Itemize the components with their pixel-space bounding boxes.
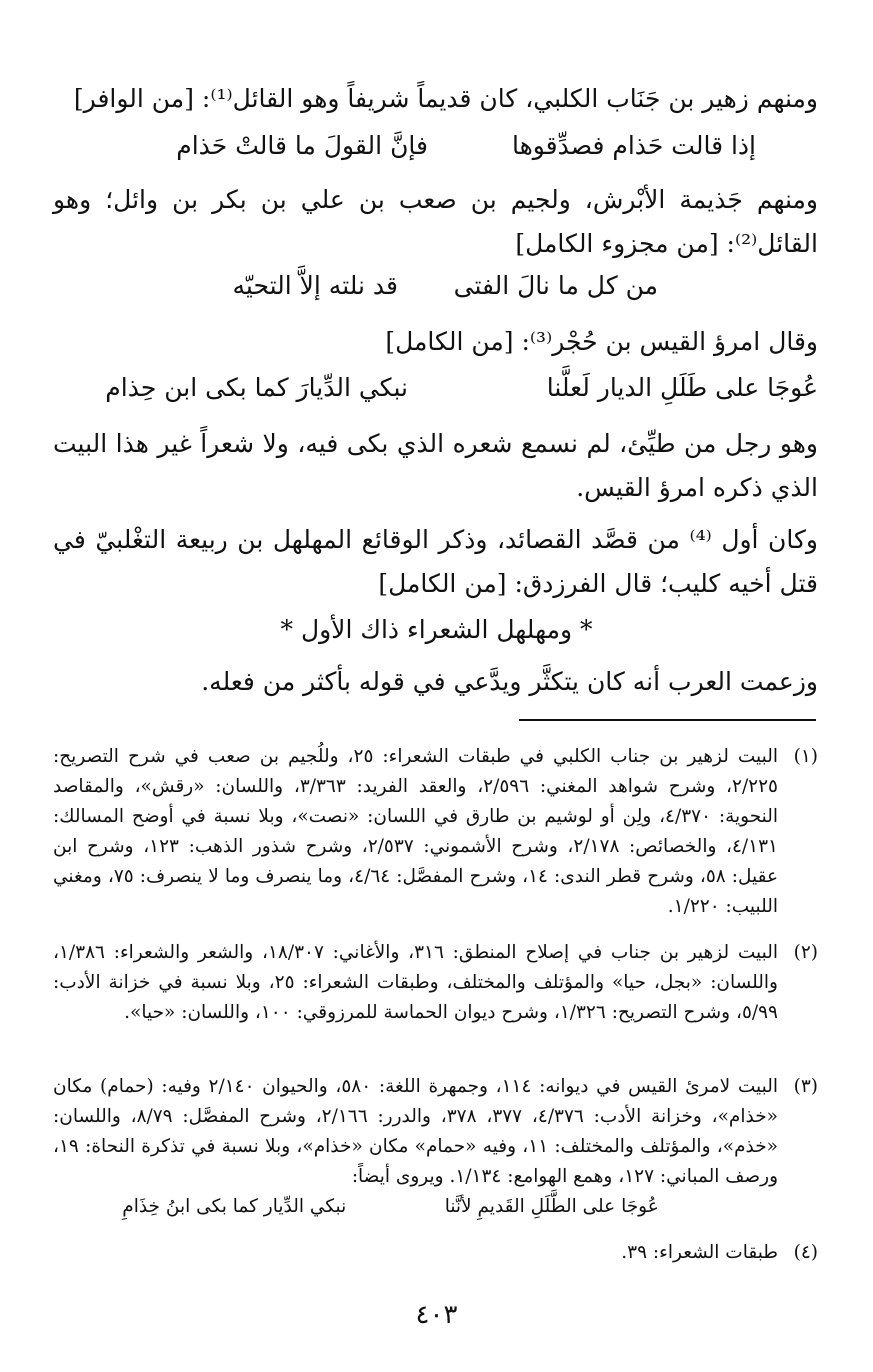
footnote-2: [53, 938, 818, 1028]
footnote-verse: [53, 1192, 778, 1222]
verse-farazdaq: * ومهلهل الشعراء ذاك الأول *: [280, 615, 593, 644]
verse-first-hemistich: إذا قالت حَذام فصدِّقوها: [511, 131, 756, 160]
verse-first-hemistich: عُوجَا على طَلَلِ الديار لَعلَّنا: [546, 373, 818, 402]
verse-hadham: [53, 124, 818, 168]
footnote-1: [53, 742, 818, 922]
footnote-3: [53, 1072, 818, 1222]
verse-first-hemistich: عُوجَا على الطَّلَلِ القَديمِ لأنَّنا: [444, 1196, 659, 1217]
footnote-text: البيت لزهير بن جناب الكلبي في طبقات الشعراء: ٢٥، وللُجيم بن صعب في شرح التصريح: ٢/٢٢٥، وشرح شواهد المغني: ٢/٥٩٦، والعقد الفريد: ٣/٣٦٣، واللسان: «رقش»، والمقاصد النحوية: ٤/٣٧٠، ولِن أو لوشيم بن طارق في اللسان: «نصت»، وبلا نسبة في أوضح المسالك: ٤/١٣١، والخصائص: ٢/١٧٨، وشرح الأشموني: ٢/٥٣٧، وشرح شذور الذهب: ١٢٣، وشرح ابن عقيل: ٥٨، وشرح قطر الندى: ١٤، وشرح المفصَّل: ٤/٦٤، وما ينصرف وما لا ينصرف: ٧٥، ومغني اللبيب: ١/٢٢٠.: [53, 746, 778, 917]
paragraph-zuhair: ومنهم زهير بن جَنَاب الكلبي، كان قديماً شريفاً وهو القائل⁽¹⁾: [من الوافر]: [73, 84, 818, 113]
paragraph-tayyi: وهو رجل من طيِّئ، لم نسمع شعره الذي بكى فيه، ولا شعراً غير هذا البيت الذي ذكره امرؤ القيس.: [53, 429, 818, 502]
footnote-number: (١): [793, 746, 818, 767]
verse-second-hemistich: فإنَّ القولَ ما قالتْ حَذام: [176, 131, 428, 160]
footnote-4: [53, 1238, 818, 1268]
verse-second-hemistich: نبكي الدِّيار كما بكى ابنُ خِذَامِ: [122, 1196, 347, 1217]
footnote-number: (٣): [793, 1076, 818, 1097]
verse-tahiyya: [53, 264, 818, 308]
paragraph-jadhima: ومنهم جَذيمة الأبْرش، ولجيم بن صعب بن علي بن بكر بن وائل؛ وهو القائل⁽²⁾: [من مجزوء الكامل]: [53, 185, 818, 258]
page-number: ٤٠٣: [415, 1300, 458, 1330]
verse-second-hemistich: نبكي الدِّيارَ كما بكى ابن حِذام: [105, 373, 408, 402]
verse-first-hemistich: من كل ما نالَ الفتى: [453, 271, 658, 300]
footnote-number: (٤): [793, 1242, 818, 1263]
footnote-number: (٢): [793, 942, 818, 963]
footnote-text: البيت لامرئ القيس في ديوانه: ١١٤، وجمهرة اللغة: ٥٨٠، والحيوان ٢/١٤٠ وفيه: (حمام) مكان «خذام»، وخزانة الأدب: ٤/٣٧٦، ٣٧٧، ٣٧٨، والدرر: ٢/١٦٦، وشرح المفصَّل: ٨/٧٩، واللسان: «خذم»، والمؤتلف والمختلف: ١١، وفيه «حمام» مكان «خذام»، وبلا نسبة في تذكرة النحاة: ١٩، ورصف المباني: ١٢٧، وهمع الهوامع: ١/١٣٤. ويروى أيضاً:: [53, 1076, 778, 1187]
paragraph-arabs-claim: وزعمت العرب أنه كان يتكثَّر ويدَّعي في قوله بأكثر من فعله.: [201, 667, 818, 696]
paragraph-muhalhil: وكان أول ⁽⁴⁾ من قصَّد القصائد، وذكر الوقائع المهلهل بن ربيعة التغْلبيّ في قتل أخيه كليب؛ قال الفرزدق: [من الكامل]: [53, 525, 818, 598]
verse-second-hemistich: قد نلته إلاَّ التحيّه: [232, 271, 398, 300]
verse-ibn-hidham: [53, 366, 818, 410]
footnote-text: البيت لزهير بن جناب في إصلاح المنطق: ٣١٦، والأغاني: ١٨/٣٠٧، والشعر والشعراء: ١/٣٨٦، واللسان: «بجل، حيا» والمؤتلف والمختلف، وطبقات الشعراء: ٢٥، وبلا نسبة في خزانة الأدب: ٥/٩٩، وشرح التصريح: ١/٣٢٦، وشرح ديوان الحماسة للمرزوقي: ١٠٠، واللسان: «حيا».: [53, 942, 778, 1023]
footnote-separator: [519, 719, 816, 721]
paragraph-imru-al-qays: وقال امرؤ القيس بن حُجْر⁽³⁾: [من الكامل]: [385, 327, 818, 356]
footnote-text: طبقات الشعراء: ٣٩.: [621, 1242, 778, 1263]
